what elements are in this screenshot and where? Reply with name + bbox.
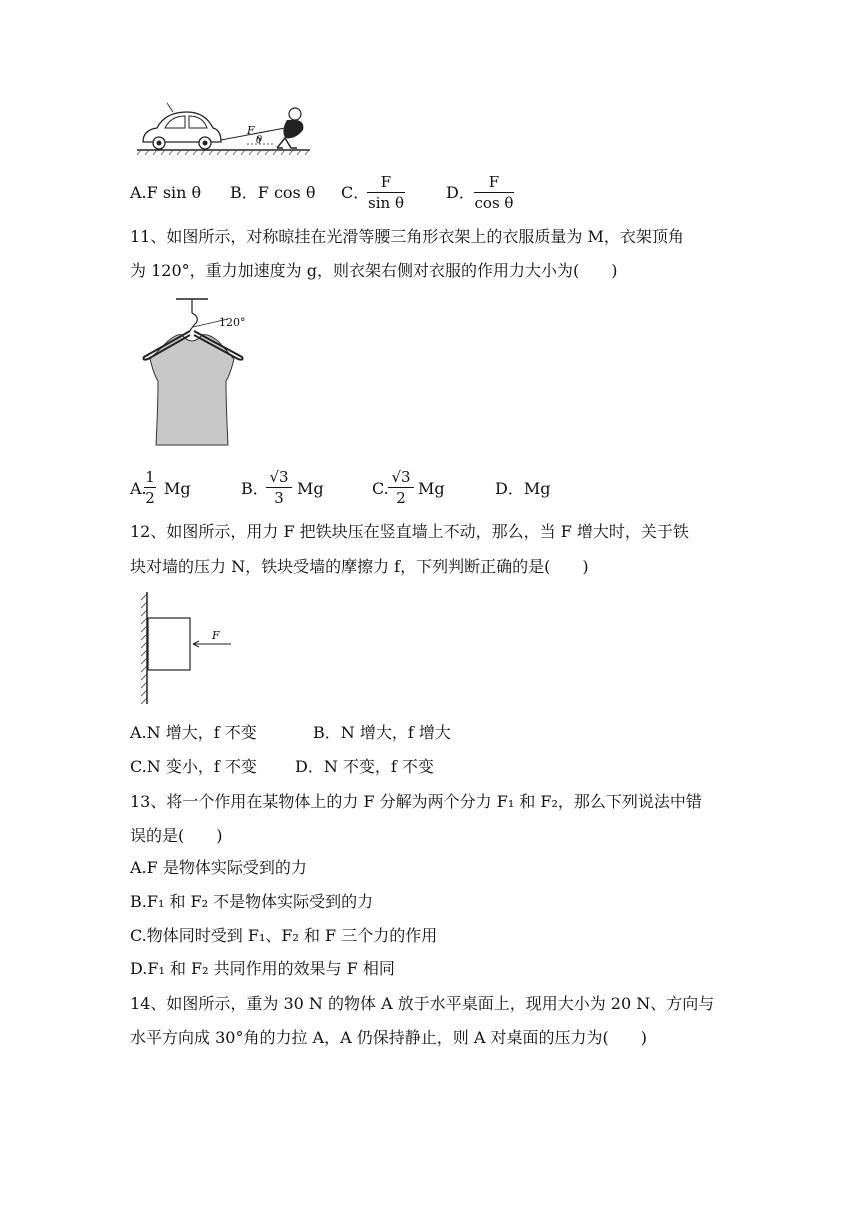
fraction-denominator: 2 [396, 489, 406, 507]
q11-option-a-prefix: A. [130, 479, 147, 498]
q13-option-c: C.物体同时受到 F₁、F₂ 和 F 三个力的作用 [130, 926, 438, 945]
q12-option-c: C.N 变小，f 不变 [130, 757, 257, 776]
q13-option-a: A.F 是物体实际受到的力 [130, 858, 307, 877]
q12-stem-line1: 12、如图所示，用力 F 把铁块压在竖直墙上不动，那么，当 F 增大时，关于铁 [130, 522, 689, 541]
q13-option-d: D.F₁ 和 F₂ 共同作用的效果与 F 相同 [130, 959, 395, 978]
fraction-numerator: √3 [391, 468, 411, 486]
q13-stem-line2: 误的是( ) [130, 826, 223, 845]
q14-stem-line2: 水平方向成 30°角的力拉 A，A 仍保持静止，则 A 对桌面的压力为( ) [130, 1028, 647, 1047]
fraction-denominator: 3 [274, 489, 284, 507]
q12-stem-line2: 块对墙的压力 N，铁块受墙的摩擦力 f，下列判断正确的是( ) [130, 557, 589, 576]
q10-option-d-prefix: D． [446, 183, 475, 202]
q10-option-c-prefix: C． [341, 183, 370, 202]
q11-option-d: D．Mg [495, 479, 551, 498]
q10-option-d-fraction [474, 173, 514, 212]
q11-stem-line2: 为 120°，重力加速度为 g，则衣架右侧对衣服的作用力大小为( ) [130, 261, 618, 280]
q11-stem-line1: 11、如图所示，对称晾挂在光滑等腰三角形衣架上的衣服质量为 M，衣架顶角 [130, 227, 684, 246]
q13-option-b: B.F₁ 和 F₂ 不是物体实际受到的力 [130, 892, 374, 911]
q11-option-b-prefix: B． [241, 479, 269, 498]
q11-option-a-suffix: Mg [164, 479, 191, 498]
q11-option-c-fraction [388, 468, 414, 507]
fraction-denominator: cos θ [474, 194, 514, 212]
q10-option-a: A.F sin θ [130, 183, 202, 202]
q11-option-c-prefix: C. [372, 479, 389, 498]
fraction-numerator: F [488, 173, 500, 191]
q12-option-d: D．N 不变，f 不变 [295, 757, 434, 776]
fraction-numerator: √3 [269, 468, 289, 486]
q10-angle-label: θ [256, 135, 263, 146]
q11-option-a-fraction [144, 468, 156, 507]
fraction-numerator: 1 [145, 468, 155, 486]
q14-stem-line1: 14、如图所示，重为 30 N 的物体 A 放于水平桌面上，现用大小为 20 N、方向与 [130, 994, 715, 1013]
q11-option-b-suffix: Mg [297, 479, 324, 498]
q12-force-label: F [212, 629, 220, 642]
fraction-numerator: F [380, 173, 392, 191]
q11-angle-label: 120° [219, 316, 246, 329]
wall-block-figure [135, 590, 245, 708]
q12-option-b: B．N 增大，f 增大 [313, 723, 451, 742]
q10-option-c-fraction [367, 173, 405, 212]
fraction-denominator: sin θ [368, 194, 404, 212]
q12-option-a: A.N 增大，f 不变 [130, 723, 257, 742]
q11-option-c-suffix: Mg [418, 479, 445, 498]
q10-force-label: F [247, 124, 255, 137]
car-pulling-figure [135, 100, 315, 160]
q11-option-b-fraction [266, 468, 292, 507]
fraction-denominator: 2 [145, 489, 155, 507]
q10-option-b: B．F cos θ [230, 183, 316, 202]
q13-stem-line1: 13、将一个作用在某物体上的力 F 分解为两个分力 F₁ 和 F₂，那么下列说法中错 [130, 792, 702, 811]
